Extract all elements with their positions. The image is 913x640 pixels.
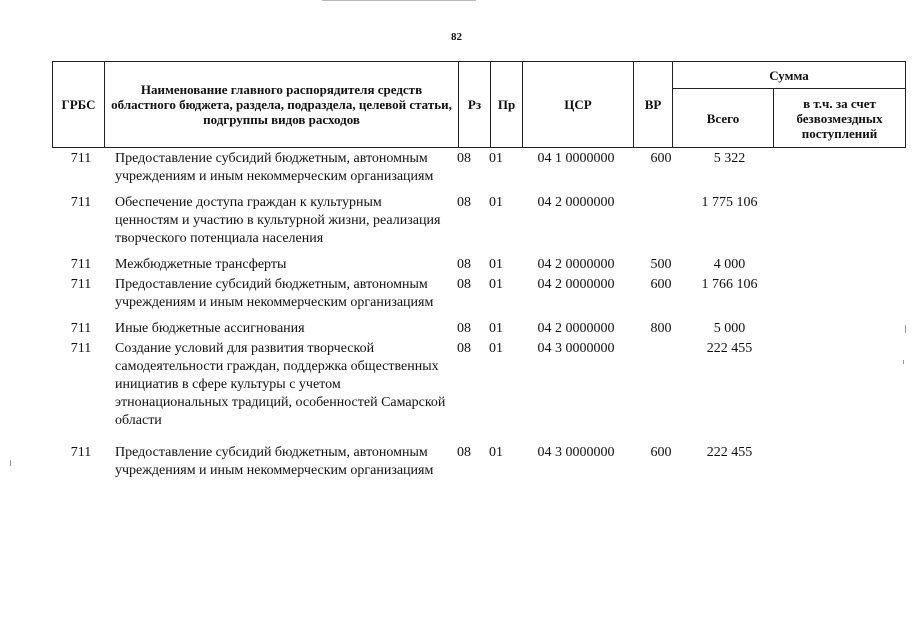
cell-grbs: 711	[70, 257, 92, 272]
cell-total: 5 322	[713, 151, 746, 166]
cell-vr	[640, 340, 682, 430]
cell-pr: 01	[489, 151, 503, 166]
cell-grbs: 711	[70, 341, 92, 356]
cell-grbs: 711	[70, 151, 92, 166]
cell-pr: 01	[489, 257, 503, 272]
top-scan-line	[322, 0, 476, 1]
table-row	[52, 276, 892, 312]
header-rz: Рз	[459, 62, 491, 148]
cell-including	[777, 320, 892, 338]
table-row	[52, 150, 892, 186]
cell-name: Предоставление субсидий бюджетным, автономным учреждениям и иным некоммерческим организациям	[115, 277, 434, 310]
cell-total: 4 000	[713, 257, 746, 272]
cell-including	[777, 194, 892, 248]
cell-vr: 600	[650, 151, 672, 166]
header-summa: Сумма	[673, 62, 906, 89]
cell-csr: 04 1 0000000	[537, 151, 615, 166]
cell-name: Предоставление субсидий бюджетным, автономным учреждениям и иным некоммерческим организациям	[115, 151, 434, 184]
scan-mark-right-lower	[903, 360, 904, 364]
cell-rz: 08	[457, 277, 471, 292]
cell-total: 5 000	[713, 321, 746, 336]
cell-pr: 01	[489, 445, 503, 460]
header-vr: ВР	[634, 62, 673, 148]
cell-grbs: 711	[70, 321, 92, 336]
cell-total: 1 766 106	[701, 277, 758, 292]
cell-including	[777, 340, 892, 430]
page-number: 82	[451, 31, 462, 43]
table-row	[52, 256, 892, 274]
cell-including	[777, 444, 892, 480]
cell-name: Иные бюджетные ассигнования	[115, 321, 305, 336]
table-header	[52, 61, 906, 148]
table-body	[52, 150, 892, 480]
cell-pr: 01	[489, 321, 503, 336]
cell-rz: 08	[457, 257, 471, 272]
cell-csr: 04 2 0000000	[537, 321, 615, 336]
cell-grbs: 711	[70, 445, 92, 460]
header-csr: ЦСР	[523, 62, 634, 148]
cell-csr: 04 3 0000000	[537, 341, 615, 356]
cell-pr: 01	[489, 195, 503, 210]
cell-pr: 01	[489, 341, 503, 356]
header-pr: Пр	[491, 62, 523, 148]
cell-rz: 08	[457, 195, 471, 210]
table-row	[52, 340, 892, 430]
cell-name: Создание условий для развития творческой самодеятельности граждан, поддержка общественных инициатив в сфере культуры с учетом этнонациональных традиций, особенностей Самарской области	[115, 341, 446, 428]
header-total: Всего	[673, 89, 774, 148]
table-row	[52, 194, 892, 248]
cell-name: Обеспечение доступа граждан к культурным ценностям и участию в культурной жизни, реализация творческого потенциала населения	[115, 195, 441, 246]
scan-mark-right	[905, 325, 906, 333]
cell-csr: 04 2 0000000	[537, 257, 615, 272]
header-including: в т.ч. за счет безвозмездных поступлений	[774, 89, 906, 148]
cell-including	[777, 256, 892, 274]
cell-including	[777, 276, 892, 312]
cell-vr	[640, 194, 682, 248]
cell-vr: 500	[650, 257, 672, 272]
cell-grbs: 711	[70, 195, 92, 210]
cell-rz: 08	[457, 341, 471, 356]
cell-pr: 01	[489, 277, 503, 292]
cell-csr: 04 3 0000000	[537, 445, 615, 460]
scan-mark-left	[10, 460, 11, 466]
cell-vr: 800	[650, 321, 672, 336]
header-name: Наименование главного распорядителя средств областного бюджета, раздела, подраздела, целевой статьи, подгруппы видов расходов	[105, 62, 459, 148]
cell-total: 1 775 106	[701, 195, 758, 210]
cell-rz: 08	[457, 445, 471, 460]
table-row	[52, 320, 892, 338]
cell-vr: 600	[650, 277, 672, 292]
cell-rz: 08	[457, 321, 471, 336]
cell-csr: 04 2 0000000	[537, 277, 615, 292]
cell-name: Межбюджетные трансферты	[115, 257, 287, 272]
cell-including	[777, 150, 892, 186]
cell-rz: 08	[457, 151, 471, 166]
cell-csr: 04 2 0000000	[537, 195, 615, 210]
cell-vr: 600	[650, 445, 672, 460]
cell-total: 222 455	[706, 341, 753, 356]
cell-grbs: 711	[70, 277, 92, 292]
header-grbs: ГРБС	[53, 62, 105, 148]
table-row	[52, 444, 892, 480]
cell-name: Предоставление субсидий бюджетным, автономным учреждениям и иным некоммерческим организациям	[115, 445, 434, 478]
cell-total: 222 455	[706, 445, 753, 460]
